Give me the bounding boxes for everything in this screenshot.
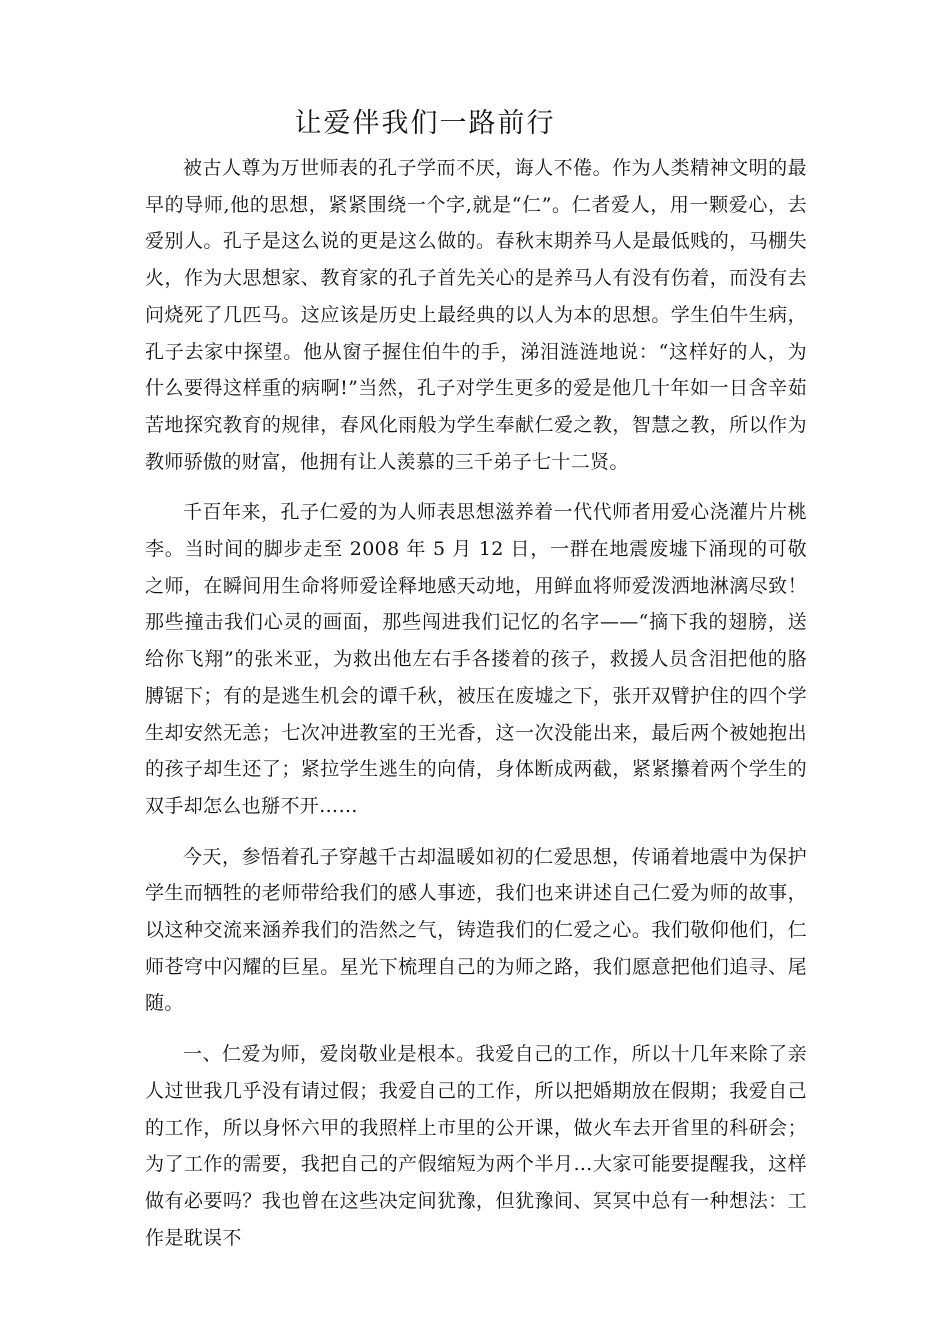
- paragraph-2: 千百年来，孔子仁爱的为人师表思想滋养着一代代师者用爱心浇灌片片桃李。当时间的脚步走至 2008 年 5 月 12 日，一群在地震废墟下涌现的可敬之师，在瞬间用生命将师爱诠释地感天动地，用鲜血将师爱泼洒地淋漓尽致！那些撞击我们心灵的画面，那些闯进我们记忆的名字——“摘下我的翅膀，送给你飞翔”的张米亚，为救出他左右手各搂着的孩子，救援人员含泪把他的胳膊锯下；有的是逃生机会的谭千秋，被压在废墟之下，张开双臂护住的四个学生却安然无恙；七次冲进教室的王光香，这一次没能出来，最后两个被她抱出的孩子却生还了；紧拉学生逃生的向倩，身体断成两截，紧紧攥着两个学生的双手却怎么也掰不开……: [145, 501, 807, 817]
- document-body: [145, 150, 807, 1270]
- document-title: 让爱伴我们一路前行: [294, 108, 556, 139]
- paragraph-3: 今天，参悟着孔子穿越千古却温暖如初的仁爱思想，传诵着地震中为保护学生而牺牲的老师带给我们的感人事迹，我们也来讲述自己仁爱为师的故事，以这种交流来涵养我们的浩然之气，铸造我们的仁爱之心。我们敬仰他们，仁师苍穹中闪耀的巨星。星光下梳理自己的为师之路，我们愿意把他们追寻、尾随。: [145, 845, 807, 1015]
- paragraph-4: 一、仁爱为师，爱岗敬业是根本。我爱自己的工作，所以十几年来除了亲人过世我几乎没有请过假；我爱自己的工作，所以把婚期放在假期；我爱自己的工作，所以身怀六甲的我照样上市里的公开课，做火车去开省里的科研会；为了工作的需要，我把自己的产假缩短为两个半月…大家可能要提醒我，这样做有必要吗？我也曾在这些决定间犹豫，但犹豫间、冥冥中总有一种想法：工作是耽误不: [145, 1043, 807, 1249]
- paragraph-1: 被古人尊为万世师表的孔子学而不厌，诲人不倦。作为人类精神文明的最早的导师,他的思想，紧紧围绕一个字,就是“仁”。仁者爱人，用一颗爱心，去爱别人。孔子是这么说的更是这么做的。春秋末期养马人是最低贱的，马棚失火，作为大思想家、教育家的孔子首先关心的是养马人有没有伤着，而没有去问烧死了几匹马。这应该是历史上最经典的以人为本的思想。学生伯牛生病，孔子去家中探望。他从窗子握住伯牛的手，涕泪涟涟地说：“这样好的人，为什么要得这样重的病啊!”当然，孔子对学生更多的爱是他几十年如一日含辛茹苦地探究教育的规律，春风化雨般为学生奉献仁爱之教，智慧之教，所以作为教师骄傲的财富，他拥有让人羡慕的三千弟子七十二贤。: [145, 157, 807, 473]
